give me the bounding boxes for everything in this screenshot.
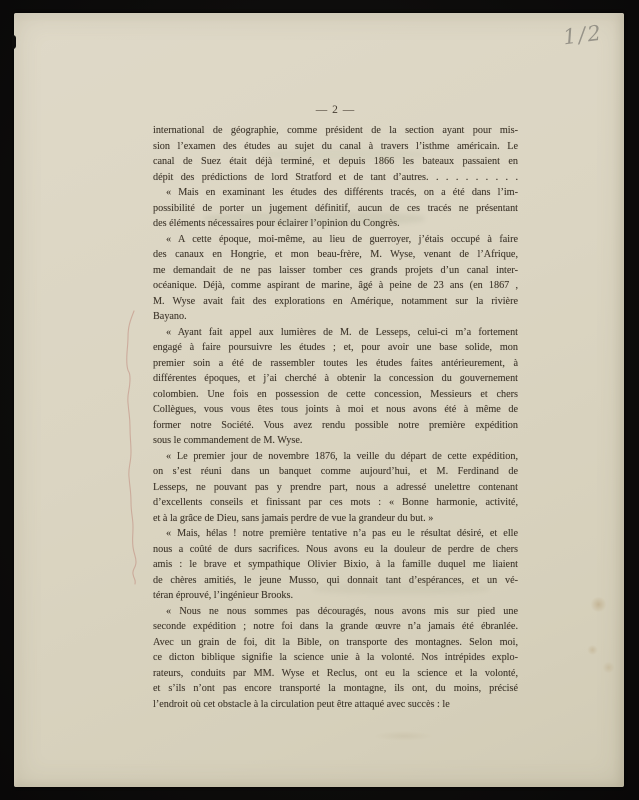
paragraph — [153, 526, 518, 604]
text-line: téran éprouvé, l’ingénieur Brooks. — [153, 590, 294, 601]
paragraph — [153, 185, 518, 232]
paragraph — [153, 325, 518, 449]
paragraph — [153, 449, 518, 527]
text-block — [153, 123, 518, 712]
paragraph — [153, 232, 518, 325]
text-line: et s’ils n’ont pas encore transporté la montagne, ils ont, du moins, précisé — [153, 683, 518, 694]
text-line: d’excellents conseils et finissant par ces mots : « Bonne harmonie, activité, — [153, 497, 518, 508]
text-line: l’endroit où cet obstacle à la circulation peut être attaqué avec succès : le — [153, 698, 450, 710]
foxing-stain — [374, 731, 434, 741]
paragraph — [153, 123, 518, 185]
text-line: premier soin a été de rassembler toutes les études faites antérieurement, à — [153, 357, 518, 369]
text-line: de chères amitiés, le jeune Musso, qui donnait tant d’espérances, et un vé- — [153, 574, 518, 586]
text-line: canal de Suez était déjà terminé, et depuis 1866 les bateaux passaient en — [153, 156, 518, 167]
text-line: sous le commandement de M. Wyse. — [153, 435, 303, 446]
text-line: océanique. Déjà, comme aspirant de marine, âgé à peine de 23 ans (en 1867 , — [153, 280, 518, 291]
text-line: possibilité de porter un jugement définitif, aucun de ces tracés ne présentant — [153, 202, 518, 214]
text-line: international de géographie, comme président de la section ayant pour mis- — [153, 125, 518, 136]
text-line: des éléments nécessaires pour éclairer l’opinion du Congrès. — [153, 218, 400, 229]
text-line: « A cette époque, moi-même, au lieu de guerroyer, j’étais occupé à faire — [166, 233, 518, 245]
paper-edge-notch — [12, 35, 16, 49]
paragraph — [153, 604, 518, 713]
text-line: des canaux en Hongrie, et mon beau-frère, M. Wyse, venant de l’Afrique, — [153, 249, 518, 260]
text-line: « Mais, hélas ! notre première tentative n’a pas eu le résultat désiré, et elle — [166, 528, 518, 539]
page-number: — 2 — — [315, 104, 356, 116]
text-line: « Nous ne nous sommes pas découragés, nous avons mis sur pied une — [166, 605, 518, 617]
text-line: me demandait de ne pas laisser tomber ces grands projets d’un canal inter- — [153, 264, 518, 276]
text-line: nous a coûté de durs sacrifices. Nous avons eu la douleur de perdre de chers — [153, 543, 518, 555]
text-line: seconde expédition ; notre foi dans la grande œuvre n’a jamais été ébranlée. — [153, 621, 518, 632]
text-line: on s’est réuni dans un banquet comme aujourd’hui, et M. Ferdinand de — [153, 466, 518, 477]
text-line: dépit des prédictions de lord Stratford et de tant d’autres. . . . . . . . . . — [153, 171, 518, 183]
text-line: et à la grâce de Dieu, sans jamais perdre de vue la grandeur du but. » — [153, 512, 434, 524]
text-line: Lesseps, ne pouvant pas y prendre part, nous a adressé unelettre contenant — [153, 481, 518, 493]
text-line: Collègues, vous vous êtes tous joints à moi et nous avons été à même de — [153, 404, 518, 415]
text-line: rateurs, conduits par MM. Wyse et Reclus, ont eu la science et la volonté, — [153, 667, 518, 679]
text-line: colombien. Une fois en possession de cette concession, Messieurs et chers — [153, 388, 518, 400]
text-line: former notre Société. Vous avez rendu possible notre première expédition — [153, 419, 518, 431]
text-line: ce dicton biblique signifie la science unie à la volonté. Nos intrépides explo- — [153, 652, 518, 663]
text-line: différentes époques, et j’ai cherché à obtenir la concession du gouvernement — [153, 373, 518, 384]
text-line: Bayano. — [153, 311, 187, 322]
text-line: Avec un grain de foi, dit la Bible, on transporte des montagnes. Selon moi, — [153, 636, 518, 648]
foxing-stain — [587, 645, 598, 655]
text-line: amis : le brave et sympathique Olivier Bixio, à la famille duquel me liaient — [153, 559, 518, 570]
text-line: M. Wyse avait fait des explorations en Amérique, notamment sur la rivière — [153, 295, 518, 307]
foxing-stain — [590, 597, 607, 612]
text-line: engagé à faire poursuivre les études ; et, pour avoir une base solide, mon — [153, 342, 518, 353]
text-line: « Mais en examinant les études des différents tracés, on a été dans l’im- — [166, 187, 518, 198]
handwritten-page-mark: 1/2 — [561, 20, 605, 50]
text-line: sion l’examen des études au sujet du canal à travers l’isthme américain. Le — [153, 140, 518, 152]
foxing-stain — [602, 662, 615, 673]
document-page — [14, 13, 624, 787]
text-line: « Ayant fait appel aux lumières de M. de Lesseps, celui-ci m’a fortement — [166, 326, 518, 338]
text-line: « Le premier jour de novembre 1876, la veille du départ de cette expédition, — [166, 450, 518, 462]
